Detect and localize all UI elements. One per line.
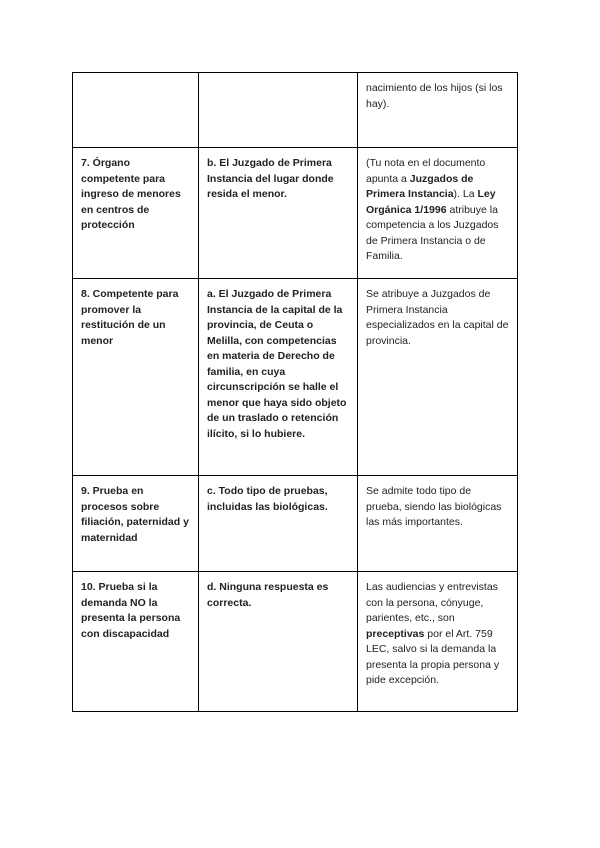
- table-row: [73, 73, 518, 148]
- answer-cell: [199, 279, 358, 476]
- answer-text: a. El Juzgado de Primera Instancia de la capital de la provincia, de Ceuta o Melilla, con competencias en materia de Derecho de familia, en cuya circunscripción se halle el menor que haya sido objeto de un traslado o retención ilícito, si lo hubiere.: [207, 288, 347, 440]
- table-row: [73, 148, 518, 279]
- question-cell: [73, 572, 199, 712]
- note-cell: [358, 148, 518, 279]
- note-emphasis: Ley Orgánica 1/1996: [366, 188, 496, 216]
- note-text: Se admite todo tipo de prueba, siendo las biológicas las más importantes.: [366, 485, 502, 528]
- note-text: atribuye la competencia a los Juzgados de Primera Instancia o de Familia.: [366, 203, 499, 262]
- note-text: por el Art. 759 LEC, salvo si la demanda la presenta la propia persona y pide excepción.: [366, 627, 500, 686]
- question-cell: [73, 73, 199, 148]
- note-text: Se atribuye a Juzgados de Primera Instancia especializados en la capital de provincia.: [366, 288, 509, 347]
- table-row: [73, 476, 518, 572]
- answer-text: d. Ninguna respuesta es correcta.: [207, 581, 329, 609]
- answer-cell: [199, 572, 358, 712]
- note-cell: [358, 572, 518, 712]
- question-cell: [73, 476, 199, 572]
- answer-cell: [199, 476, 358, 572]
- note-cell: [358, 476, 518, 572]
- question-text: 9. Prueba en procesos sobre filiación, paternidad y maternidad: [81, 485, 189, 544]
- note-text: Las audiencias y entrevistas con la persona, cónyuge, parientes, etc., son: [366, 581, 498, 624]
- table-row: [73, 279, 518, 476]
- question-text: 10. Prueba si la demanda NO la presenta la persona con discapacidad: [81, 581, 181, 640]
- answer-text: b. El Juzgado de Primera Instancia del lugar donde resida el menor.: [207, 157, 334, 200]
- note-emphasis: preceptivas: [366, 627, 425, 640]
- table-row: [73, 572, 518, 712]
- note-text: ). La: [453, 188, 478, 200]
- note-cell: [358, 73, 518, 148]
- answers-table: [72, 72, 518, 712]
- note-cell: [358, 279, 518, 476]
- answer-cell: [199, 73, 358, 148]
- answer-cell: [199, 148, 358, 279]
- question-cell: [73, 279, 199, 476]
- question-cell: [73, 148, 199, 279]
- question-text: 8. Competente para promover la restitución de un menor: [81, 288, 179, 347]
- note-text: nacimiento de los hijos (si los hay).: [366, 82, 503, 110]
- question-text: 7. Órgano competente para ingreso de menores en centros de protección: [81, 157, 181, 231]
- answer-text: c. Todo tipo de pruebas, incluidas las biológicas.: [207, 485, 328, 513]
- note-text: (Tu nota en el documento apunta a: [366, 157, 486, 185]
- note-emphasis: Juzgados de Primera Instancia: [366, 172, 474, 200]
